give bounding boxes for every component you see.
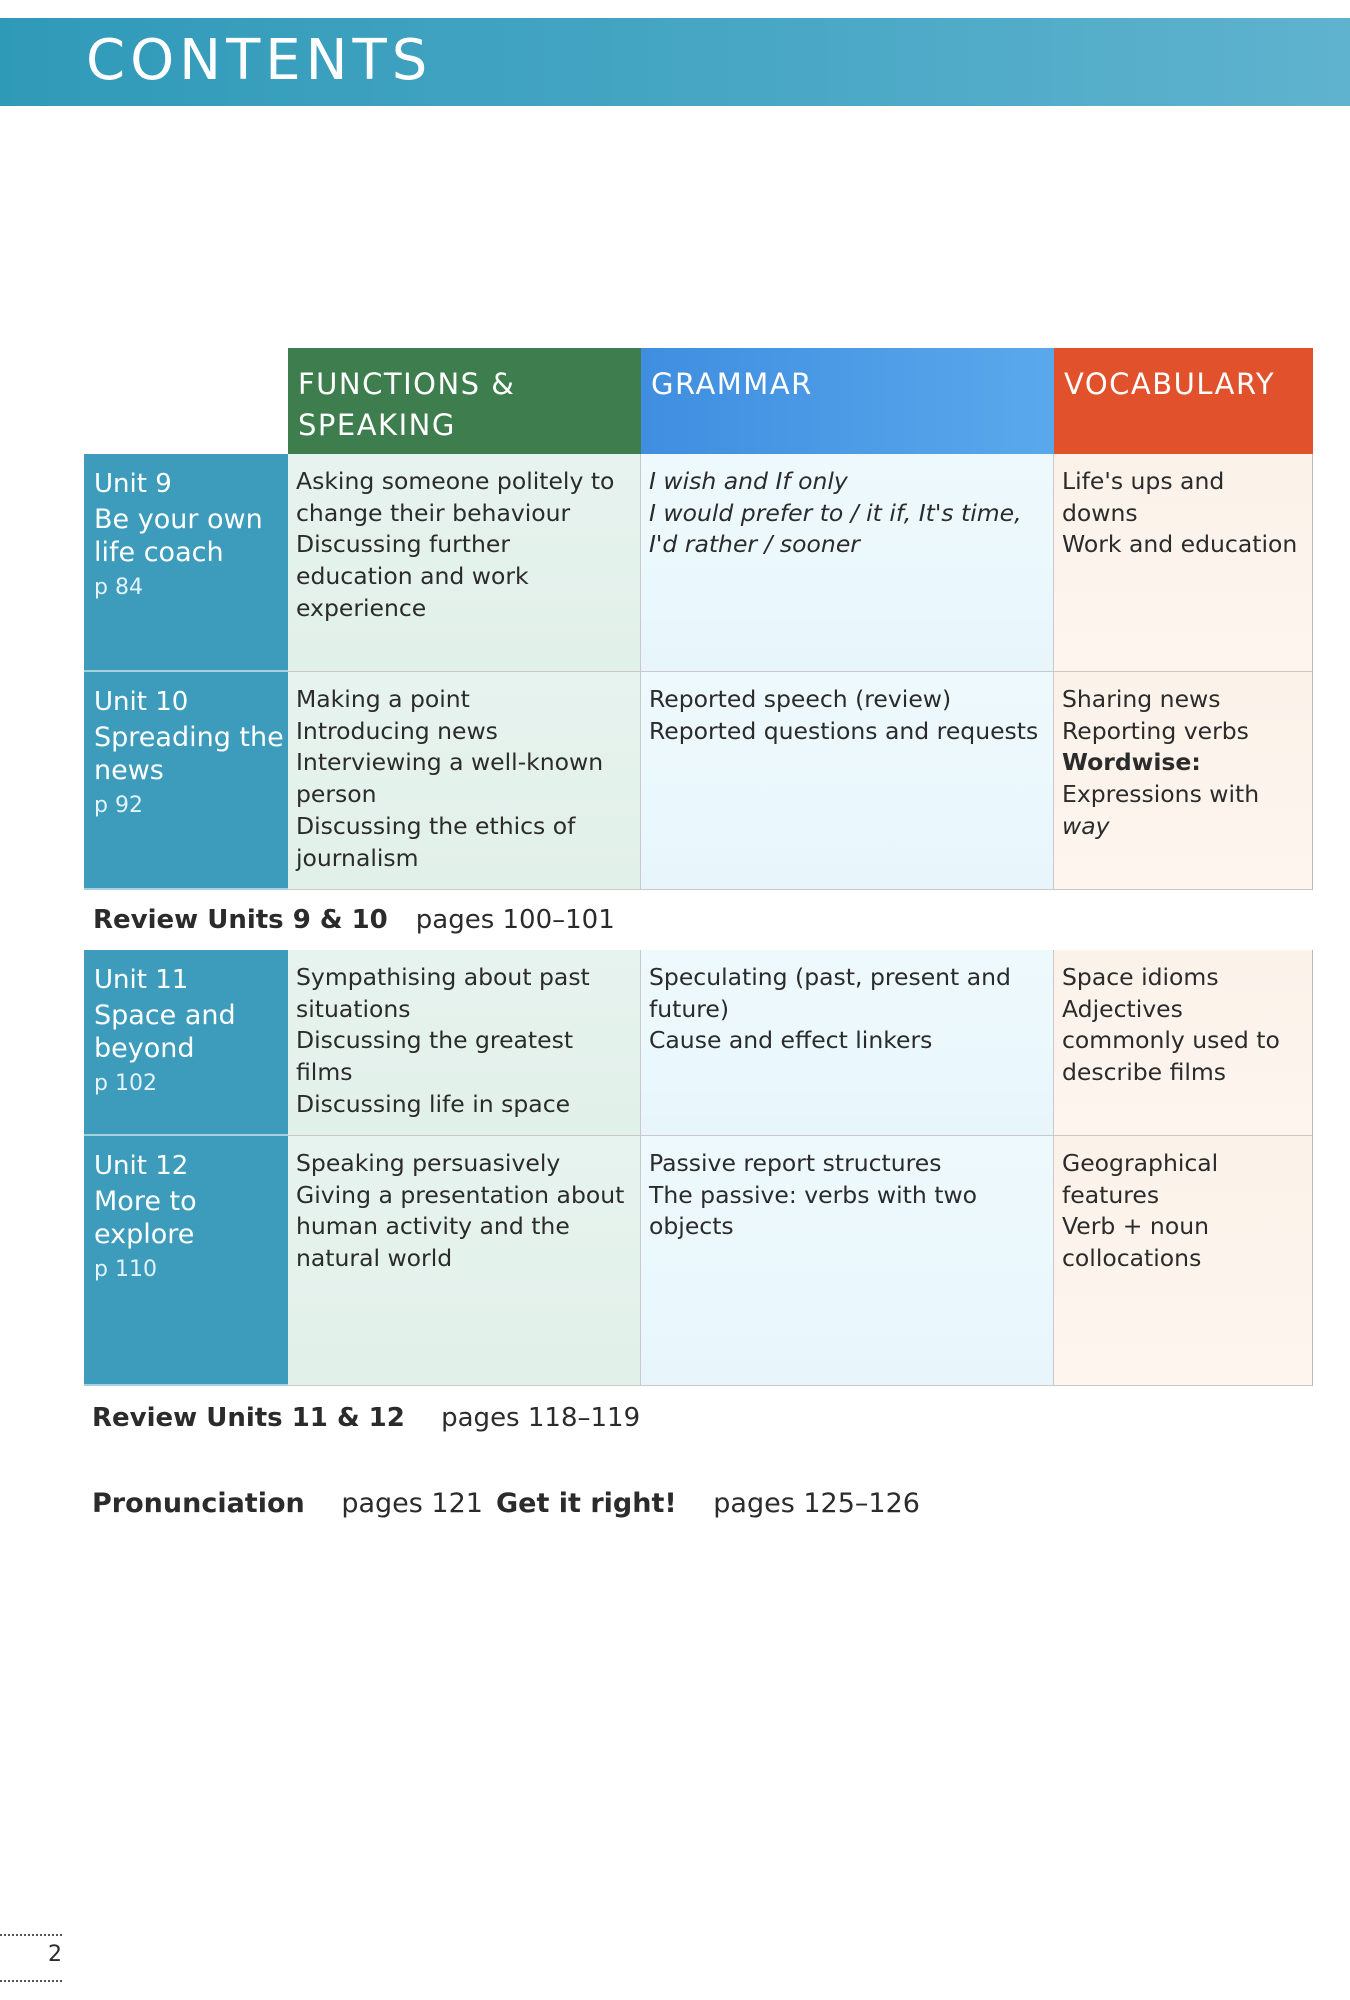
grammar-item: The passive: verbs with two objects (649, 1180, 978, 1241)
functions-item: Making a point (296, 685, 470, 713)
review-pages: pages 118–119 (441, 1403, 641, 1433)
functions-item: Discussing life in space (296, 1089, 571, 1118)
functions-item: Discussing the ethics of journalism (296, 811, 576, 872)
wordwise-italic: way (1062, 811, 1110, 840)
unit-12-vocabulary (1054, 1136, 1313, 1386)
unit-title: Spreading the news (94, 722, 284, 786)
functions-item: Asking someone politely to change their behaviour (296, 467, 615, 527)
unit-10-functions (288, 672, 641, 890)
grammar-item: Reported speech (review) (649, 685, 952, 713)
unit-title: More to explore (94, 1186, 197, 1250)
functions-item: Interviewing a well-known person (296, 748, 604, 809)
functions-item: Introducing news (296, 716, 498, 745)
vocabulary-item: Sharing news (1062, 685, 1221, 713)
unit-11-vocabulary (1054, 950, 1313, 1136)
unit-10-vocabulary (1054, 672, 1313, 890)
wordwise-text: Expressions with (1062, 780, 1260, 809)
unit-page: p 102 (94, 1071, 157, 1097)
unit-title: Space and beyond (94, 1000, 236, 1064)
unit-title: Be your own life coach (94, 504, 263, 568)
vocabulary-item: Adjectives commonly used to describe films (1062, 994, 1280, 1087)
page-number: 2 (48, 1942, 62, 1967)
unit-12-cell[interactable] (84, 1136, 288, 1386)
functions-item: Giving a presentation about human activity and the natural world (296, 1180, 625, 1273)
page-number-divider-bottom (0, 1980, 62, 1982)
grammar-item: Speculating (past, present and future) (649, 963, 1011, 1023)
unit-11-cell[interactable] (84, 950, 288, 1136)
pronunciation-pages: pages 121 (341, 1488, 483, 1519)
functions-item: Discussing further education and work experience (296, 530, 529, 622)
functions-item: Sympathising about past situations (296, 963, 590, 1023)
vocabulary-item: Reporting verbs (1062, 716, 1249, 745)
unit-page: p 84 (94, 575, 143, 601)
wordwise-label: Wordwise: (1062, 748, 1201, 777)
vocabulary-item: Verb + noun collocations (1062, 1212, 1209, 1273)
unit-page: p 92 (94, 793, 143, 819)
column-header-grammar: GRAMMAR (641, 348, 1054, 454)
review-label: Review Units 11 & 12 (92, 1403, 405, 1433)
page-title: CONTENTS (86, 28, 433, 93)
vocabulary-item: Geographical features (1062, 1149, 1219, 1209)
unit-number: Unit 12 (94, 1151, 189, 1181)
review-label: Review Units 9 & 10 (93, 905, 388, 935)
grammar-item: Passive report structures (649, 1149, 942, 1177)
grammar-item: Reported questions and requests (649, 716, 1039, 745)
grammar-item: Cause and effect linkers (649, 1026, 933, 1055)
unit-12-grammar (641, 1136, 1054, 1386)
vocabulary-item: Work and education (1062, 530, 1298, 559)
unit-number: Unit 10 (94, 687, 189, 717)
unit-11-functions (288, 950, 641, 1136)
unit-11-grammar (641, 950, 1054, 1136)
wordwise-item (1062, 779, 1306, 842)
functions-item: Speaking persuasively (296, 1149, 561, 1177)
functions-item: Discussing the greatest films (296, 1026, 574, 1087)
contents-table (84, 348, 1313, 1386)
pronunciation-label: Pronunciation (92, 1488, 305, 1519)
pronunciation-entry[interactable] (92, 1488, 483, 1519)
unit-12-functions (288, 1136, 641, 1386)
vocabulary-item: Life's ups and downs (1062, 467, 1225, 527)
unit-number: Unit 11 (94, 965, 189, 995)
unit-page: p 110 (94, 1257, 157, 1283)
table-corner (84, 348, 288, 454)
unit-9-vocabulary (1054, 454, 1313, 672)
unit-10-grammar (641, 672, 1054, 890)
unit-9-cell[interactable] (84, 454, 288, 672)
unit-number: Unit 9 (94, 469, 172, 499)
grammar-item: I would prefer to / it if, It's time, I'd rather / sooner (649, 498, 1022, 559)
get-it-right-pages: pages 125–126 (713, 1488, 920, 1519)
column-header-vocabulary: VOCABULARY (1054, 348, 1313, 454)
get-it-right-label: Get it right! (496, 1488, 677, 1519)
review-units-11-12[interactable] (92, 1403, 640, 1433)
unit-10-cell[interactable] (84, 672, 288, 890)
review-units-9-10[interactable] (84, 890, 1313, 950)
column-header-functions: FUNCTIONS & SPEAKING (288, 348, 641, 454)
unit-9-functions (288, 454, 641, 672)
page-number-divider-top (0, 1934, 62, 1936)
get-it-right-entry[interactable] (496, 1488, 920, 1519)
vocabulary-item: Space idioms (1062, 963, 1219, 991)
unit-9-grammar (641, 454, 1054, 672)
grammar-item: I wish and If only (649, 467, 848, 495)
review-pages: pages 100–101 (415, 905, 615, 935)
